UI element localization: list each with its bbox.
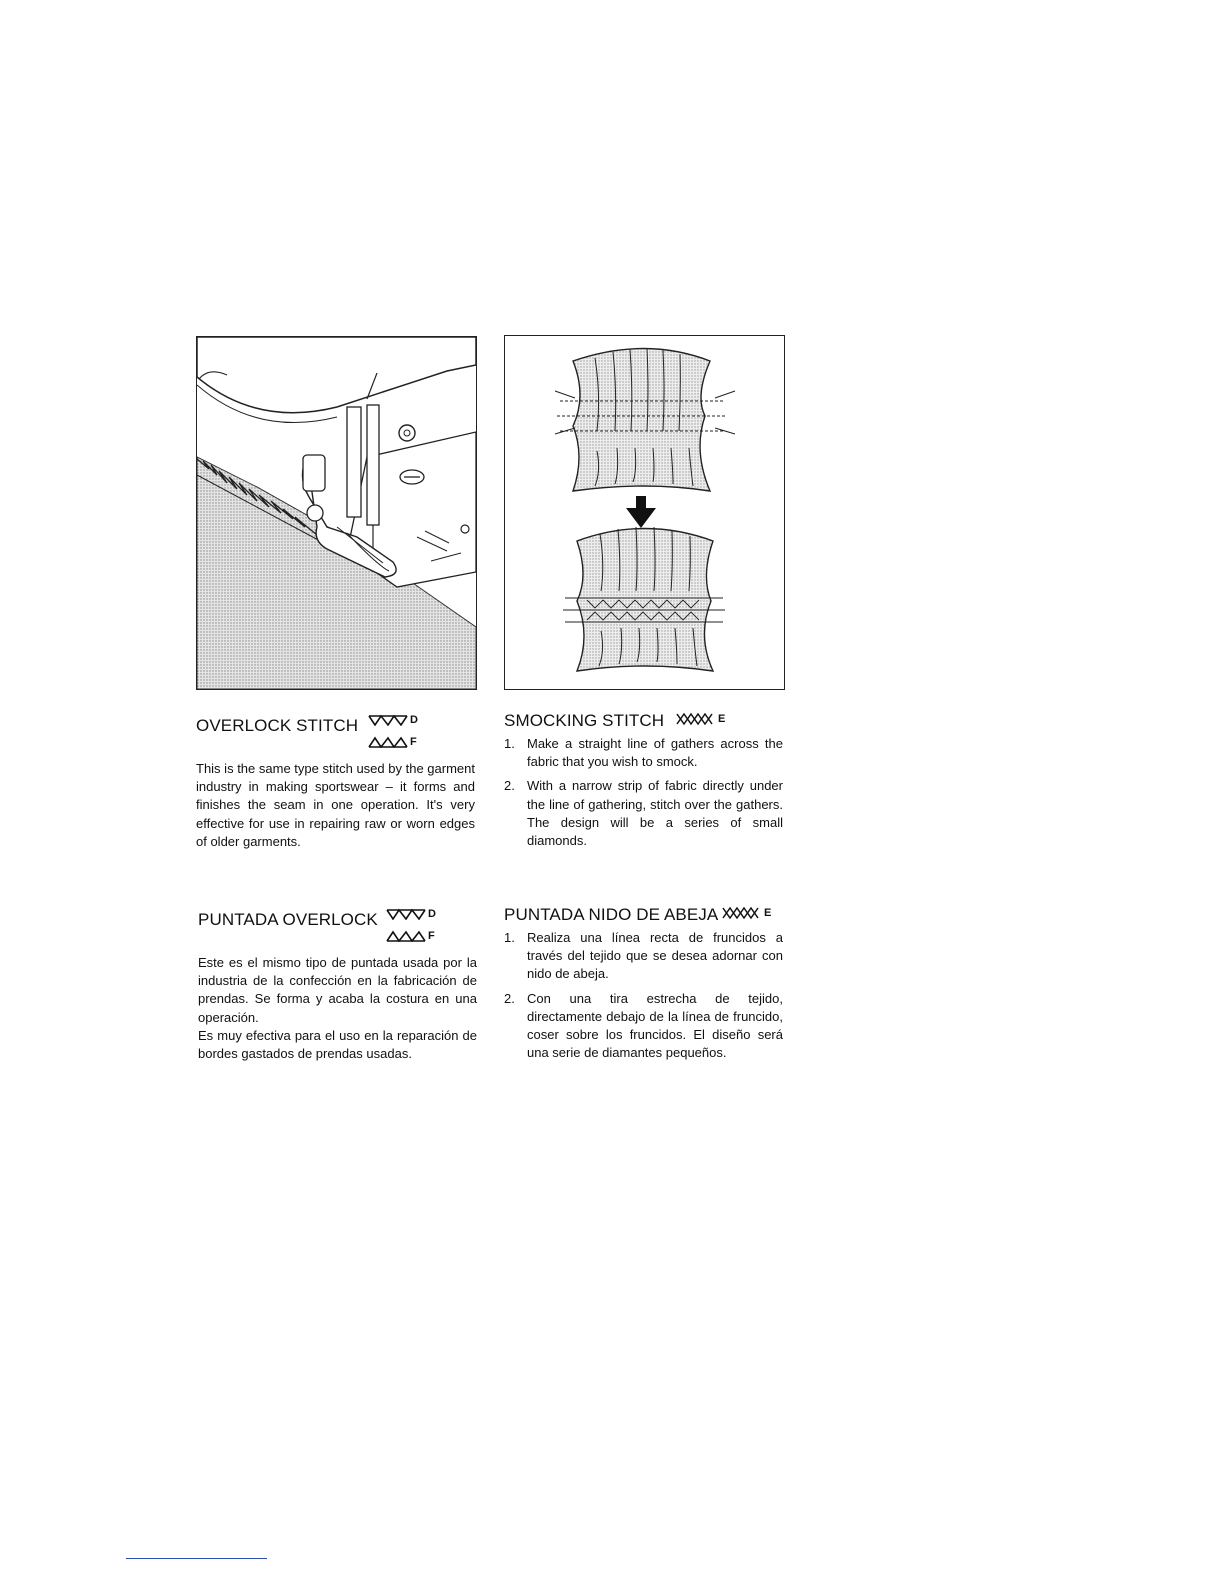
overlock-description: This is the same type stitch used by the garment industry in making sportswear – it forms and finishes the seam in one operation. It's very effective for use in repairing raw or worn edges of older garments. xyxy=(196,761,475,849)
symbol-letter-f: F xyxy=(428,930,435,942)
puntada-overlock-description-2: Es muy efectiva para el uso en la reparación de bordes gastados de prendas usadas. xyxy=(198,1027,477,1062)
symbol-letter-d: D xyxy=(428,908,437,920)
smocking-step: 2. With a narrow strip of fabric directly under the line of gathering, stitch over the gathers. The design will be a series of small diamonds. xyxy=(504,778,783,849)
symbol-letter-d: D xyxy=(410,714,419,726)
overlock-symbol-f-es xyxy=(386,930,435,942)
symbol-letter-e: E xyxy=(764,907,772,919)
smocking-symbol-e-es xyxy=(722,906,771,920)
smocking-diamond-icon xyxy=(676,712,716,726)
puntada-overlock-title: PUNTADA OVERLOCK xyxy=(198,910,378,929)
smocking-diamond-icon xyxy=(722,906,762,920)
overlock-stitch-section-es xyxy=(198,910,480,1063)
zigzag-down-icon xyxy=(368,714,408,726)
symbol-letter-e: E xyxy=(718,713,726,725)
symbol-letter-f: F xyxy=(410,736,417,748)
sewing-foot-drawing xyxy=(197,337,476,689)
overlock-symbol-f xyxy=(368,736,417,748)
smocking-stitch-title: SMOCKING STITCH xyxy=(504,711,665,730)
smocking-fabric-drawing xyxy=(505,336,784,689)
overlock-stitch-section-en xyxy=(196,716,478,851)
puntada-step: 1. Realiza una línea recta de fruncidos a través del tejido que se desea adornar con nido de abeja. xyxy=(504,930,783,982)
puntada-step: 2. Con una tira estrecha de tejido, directamente debajo de la línea de fruncido, coser sobre los fruncidos. El diseño será una serie de diamantes pequeños. xyxy=(504,990,783,1061)
overlock-stitch-title: OVERLOCK STITCH xyxy=(196,716,359,735)
overlock-symbol-d-es xyxy=(386,908,436,920)
puntada-overlock-description-1: Este es el mismo tipo de puntada usada por la industria de la confección en la fabricación de prendas. Se forma y acaba la costura en una operación. xyxy=(198,955,477,1025)
overlock-symbol-d xyxy=(368,714,418,726)
zigzag-up-icon xyxy=(386,930,426,942)
smocking-step: 1. Make a straight line of gathers across the fabric that you wish to smock. xyxy=(504,736,783,770)
smocking-stitch-section-es xyxy=(504,905,786,1068)
smocking-stitch-section-en xyxy=(504,711,786,856)
overlock-illustration xyxy=(196,336,477,690)
zigzag-up-icon xyxy=(368,736,408,748)
zigzag-down-icon xyxy=(386,908,426,920)
smocking-symbol-e xyxy=(676,712,725,726)
footer-rule xyxy=(126,1558,267,1559)
puntada-nido-de-abeja-title: PUNTADA NIDO DE ABEJA xyxy=(504,905,719,924)
smocking-illustration xyxy=(504,335,785,690)
